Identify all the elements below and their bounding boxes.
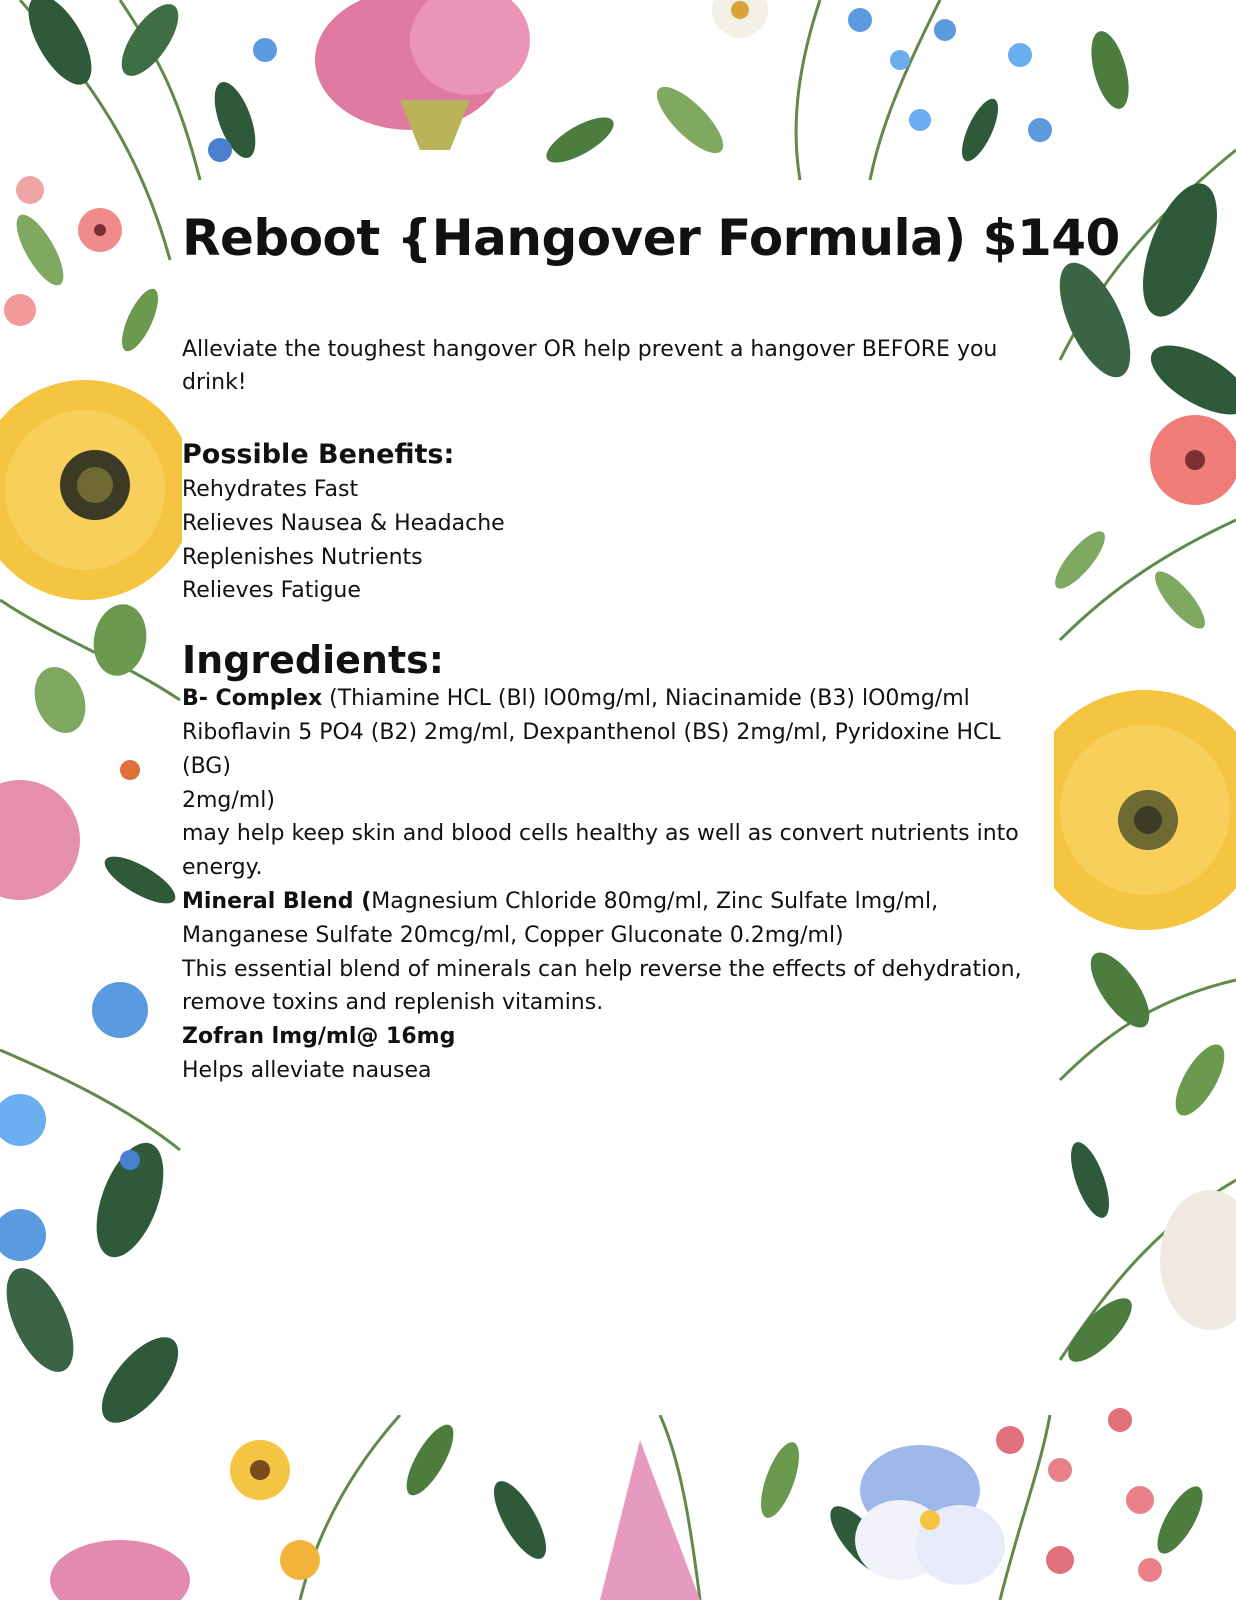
benefit-item: Relieves Nausea & Headache xyxy=(182,510,505,536)
benefit-item: Relieves Fatigue xyxy=(182,578,361,604)
pink-flower xyxy=(315,0,530,150)
b-complex-description: may help keep skin and blood cells healthy as well as convert nutrients into energy. xyxy=(182,821,1019,881)
zofran-description: Helps alleviate nausea xyxy=(182,1057,432,1083)
b-complex-line-3: 2mg/ml) xyxy=(182,787,275,813)
benefits-heading: Possible Benefits: xyxy=(182,439,455,470)
yellow-poppy-right xyxy=(1025,690,1236,930)
pansy-flower xyxy=(855,1445,1005,1585)
page-title: Reboot {Hangover Formula) $140 xyxy=(182,209,1120,267)
b-complex-line-2: Riboflavin 5 PO4 (B2) 2mg/ml, Dexpanthenol (BS) 2mg/ml, Pyridoxine HCL (BG) xyxy=(182,719,1001,779)
benefit-item: Replenishes Nutrients xyxy=(182,544,423,570)
mineral-detail: Magnesium Chloride 80mg/ml, Zinc Sulfate lmg/ml, xyxy=(371,888,939,914)
b-complex-detail: (Thiamine HCL (Bl) lO0mg/ml, Niacinamide (B3) lO0mg/ml xyxy=(322,686,970,712)
mineral-description: This essential blend of minerals can help reverse the effects of dehydration, xyxy=(182,956,1022,982)
zofran-name: Zofran lmg/ml@ 16mg xyxy=(182,1024,456,1050)
ingredients-heading: Ingredients: xyxy=(182,638,444,683)
zofran-line xyxy=(182,1020,1052,1054)
mineral-blend-name: Mineral Blend ( xyxy=(182,888,372,914)
mineral-description-2: remove toxins and replenish vitamins. xyxy=(182,990,604,1016)
benefit-item: Rehydrates Fast xyxy=(182,477,359,502)
mineral-line-2: Manganese Sulfate 20mcg/ml, Copper Gluconate 0.2mg/ml) xyxy=(182,922,844,948)
yellow-poppy-left xyxy=(0,380,195,600)
b-complex-name: B- Complex xyxy=(182,686,323,712)
b-complex-line-1 xyxy=(182,682,1052,716)
mineral-line-1 xyxy=(182,885,1052,919)
intro-text: Alleviate the toughest hangover OR help prevent a hangover BEFORE you drink! xyxy=(182,337,998,395)
document-content xyxy=(182,205,1120,1088)
